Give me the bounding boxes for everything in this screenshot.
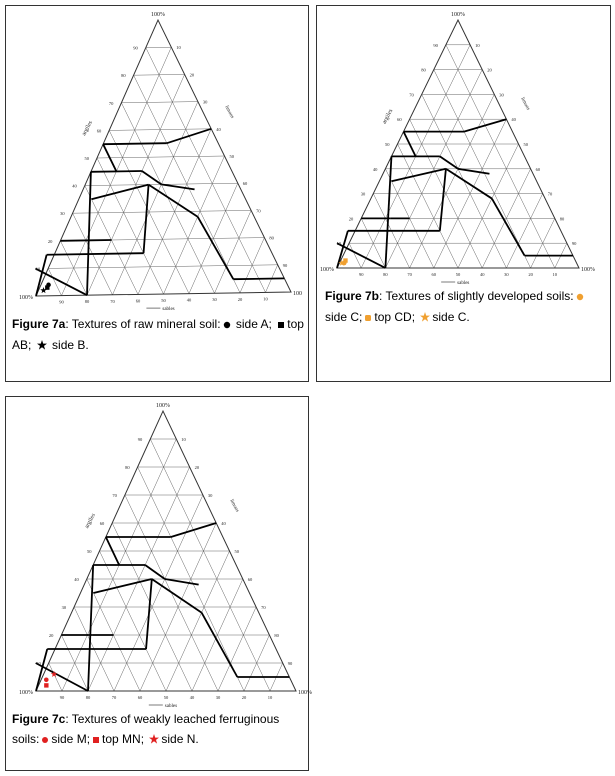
- texture-boundary-7: [165, 579, 199, 585]
- tick-label-left: 20: [348, 216, 354, 222]
- figure-7b-legend-square-icon: [364, 308, 372, 328]
- tick-label-bottom: 60: [135, 298, 141, 304]
- axis-label-limons: limons: [519, 96, 531, 112]
- tick-label-bottom: 90: [59, 695, 65, 700]
- tick-label-left: 80: [121, 73, 126, 79]
- tick-label-bottom: 10: [263, 296, 268, 302]
- grid-line-clay-30: [73, 210, 252, 213]
- tick-label-right: 80: [274, 633, 279, 638]
- left-corner-label: 100%: [19, 295, 33, 301]
- ternary-grid: [49, 439, 283, 691]
- texture-boundary-2: [440, 169, 446, 231]
- figure-7b-panel: [316, 5, 611, 382]
- tick-label-left: 10: [336, 241, 342, 247]
- tick-label-bottom: 20: [528, 272, 533, 277]
- texture-boundary-2: [144, 185, 149, 254]
- tick-label-bottom: 50: [161, 298, 166, 303]
- grid-line-sand-10: [150, 439, 270, 691]
- tick-label-left: 30: [61, 605, 67, 610]
- tick-label-right: 80: [559, 216, 565, 222]
- figure-7a-legend-square-icon: [277, 315, 285, 335]
- tick-label-right: 60: [242, 181, 248, 187]
- axis-label-sables: sables: [164, 704, 178, 709]
- tick-label-bottom: 30: [215, 695, 221, 700]
- tick-label-bottom: 90: [59, 299, 64, 305]
- texture-boundary-3: [391, 169, 445, 181]
- grid-line-silt-60: [189, 183, 238, 293]
- figure-7b-legend-circle-icon: [576, 287, 584, 307]
- axis-label-sables: sables: [162, 307, 175, 313]
- grid-line-silt-70: [218, 607, 256, 691]
- apex-label: 100%: [151, 12, 165, 18]
- tick-label-left: 10: [36, 661, 41, 666]
- texture-boundary-7: [161, 184, 194, 189]
- right-corner-label: 100%: [581, 267, 595, 273]
- tick-label-bottom: 90: [358, 272, 364, 277]
- tick-label-bottom: 80: [85, 695, 91, 700]
- texture-boundary-3: [93, 579, 151, 593]
- tick-label-right: 90: [287, 661, 293, 666]
- tick-label-left: 30: [60, 211, 65, 217]
- apex-label: 100%: [156, 403, 170, 409]
- figure-7a-legend-top-ab: top AB;: [12, 317, 304, 352]
- left-corner-label: 100%: [19, 690, 33, 696]
- tick-label-left: 60: [397, 117, 402, 123]
- tick-label-left: 40: [74, 577, 79, 582]
- tick-label-right: 80: [269, 235, 274, 241]
- tick-label-right: 60: [535, 166, 541, 172]
- tick-label-bottom: 70: [111, 695, 117, 700]
- texture-boundary-9: [492, 199, 525, 256]
- tick-label-right: 70: [547, 191, 553, 197]
- tick-label-left: 50: [385, 142, 390, 147]
- figure-7a-legend-side-a: side A;: [232, 317, 276, 331]
- tick-label-right: 50: [523, 142, 528, 147]
- texture-boundary-5: [440, 156, 458, 168]
- texture-boundary-11: [47, 253, 144, 255]
- axis-label-argiles: argiles: [381, 108, 395, 126]
- tick-label-left: 10: [35, 266, 41, 272]
- right-corner-label: 100%: [298, 690, 312, 696]
- tick-label-left: 70: [112, 493, 117, 498]
- texture-boundary-16: [36, 663, 88, 691]
- tick-label-right: 30: [207, 493, 213, 498]
- figure-7c-caption-text: : Textures of weakly leached ferruginous soils:: [12, 712, 280, 746]
- texture-boundary-5: [142, 171, 161, 184]
- tick-label-bottom: 30: [504, 272, 509, 277]
- texture-boundary-0: [385, 156, 391, 268]
- left-corner-label: 100%: [320, 267, 334, 273]
- texture-boundary-0: [87, 172, 91, 295]
- figure-7b-legend-side-c: side C;: [325, 309, 363, 324]
- figure-7a-caption-text: : Textures of raw mineral soil:: [65, 317, 221, 331]
- tick-label-left: 60: [96, 128, 102, 134]
- tick-label-bottom: 70: [407, 272, 412, 277]
- tick-label-left: 80: [421, 67, 426, 73]
- figure-7b-caption-label: Figure 7b: [325, 289, 380, 303]
- axis-label-sables: sables: [457, 281, 470, 286]
- tick-label-bottom: 80: [84, 299, 90, 305]
- tick-label-left: 70: [108, 100, 114, 106]
- ternary-grid: [349, 42, 567, 268]
- figure-7c-legend-circle-icon: [41, 730, 49, 750]
- texture-boundary-2: [146, 579, 152, 649]
- figure-7a-legend-star-icon: [37, 336, 47, 356]
- texture-boundary-5: [145, 565, 165, 579]
- tick-label-bottom: 40: [186, 297, 192, 303]
- tick-label-right: 30: [499, 92, 504, 98]
- grid-line-sand-10: [446, 42, 555, 268]
- tick-label-right: 10: [181, 437, 186, 442]
- tick-label-right: 60: [247, 577, 253, 582]
- axis-label-argiles: argiles: [84, 512, 97, 530]
- tick-label-bottom: 20: [237, 296, 243, 302]
- grid-line-silt-30: [113, 102, 198, 295]
- texture-boundary-14: [103, 143, 167, 144]
- tick-label-right: 70: [261, 605, 266, 610]
- grid-line-silt-30: [410, 94, 495, 268]
- grid-line-silt-50: [458, 144, 519, 268]
- tick-label-right: 70: [256, 208, 261, 214]
- ternary-grid: [48, 47, 278, 295]
- tick-label-left: 90: [133, 45, 138, 51]
- texture-boundary-15: [167, 129, 211, 143]
- tick-label-left: 90: [137, 437, 143, 442]
- grid-line-clay-50: [97, 156, 225, 158]
- figure-7b-legend-side-c-2: side C.: [432, 309, 470, 324]
- tick-label-bottom: 20: [241, 695, 247, 700]
- tick-label-right: 90: [282, 262, 288, 268]
- tick-label-bottom: 60: [137, 695, 143, 700]
- data-point-circle: [44, 678, 49, 683]
- tick-label-bottom: 50: [455, 272, 461, 277]
- grid-line-silt-70: [506, 194, 542, 268]
- tick-label-left: 40: [372, 166, 378, 172]
- tick-label-left: 20: [48, 633, 54, 638]
- tick-label-right: 50: [229, 154, 234, 159]
- tick-label-bottom: 60: [431, 272, 437, 277]
- tick-label-right: 40: [511, 117, 516, 123]
- figure-7b-legend-top-cd: top CD;: [374, 309, 419, 324]
- figure-7a-panel: [5, 5, 309, 382]
- apex-label: 100%: [451, 12, 465, 18]
- grid-line-clay-70: [121, 102, 197, 103]
- tick-label-right: 40: [216, 126, 221, 132]
- texture-boundary-10: [233, 278, 284, 279]
- figure-7c-panel: [5, 396, 312, 771]
- grid-line-silt-50: [166, 551, 230, 691]
- figure-7c-legend-square-icon: [92, 730, 100, 750]
- tick-label-bottom: 10: [267, 695, 273, 700]
- tick-label-right: 90: [571, 241, 577, 247]
- figure-7b-legend-star-icon: [420, 308, 430, 328]
- figure-7a-legend-circle-icon: [223, 315, 231, 335]
- tick-label-bottom: 70: [110, 298, 115, 304]
- grid-line-clay-10: [48, 265, 278, 269]
- tick-label-left: 50: [84, 156, 89, 161]
- data-point-square: [45, 285, 49, 289]
- tick-label-right: 10: [475, 42, 480, 48]
- figure-7c-legend-top-mn: top MN;: [102, 732, 148, 746]
- figure-7a-caption-label: Figure 7a: [12, 317, 66, 331]
- tick-label-bottom: 10: [552, 272, 558, 277]
- tick-label-left: 60: [99, 521, 105, 526]
- figure-7b-ternary-chart: [317, 6, 612, 286]
- figure-7a-legend-side-b: side B.: [48, 337, 89, 352]
- axis-label-limons: limons: [228, 498, 240, 514]
- axis-label-limons: limons: [223, 105, 235, 120]
- tick-label-right: 10: [176, 45, 181, 51]
- axis-label-argiles: argiles: [81, 120, 94, 137]
- tick-label-right: 20: [189, 72, 195, 78]
- tick-label-left: 20: [47, 238, 53, 244]
- figure-7b-caption-text: : Textures of slightly developed soils:: [379, 289, 574, 303]
- figure-7c-legend-side-m: side M;: [51, 732, 91, 746]
- figure-7a-caption: [12, 314, 304, 356]
- grid-line-silt-30: [114, 495, 203, 691]
- tick-label-left: 40: [72, 183, 77, 189]
- figure-7c-caption: [12, 709, 304, 750]
- texture-boundary-15: [464, 119, 506, 131]
- tick-label-bottom: 40: [479, 272, 485, 277]
- grid-line-silt-50: [164, 156, 225, 294]
- right-corner-label: 100: [293, 291, 302, 297]
- texture-boundary-3: [91, 185, 148, 200]
- figure-7c-legend-side-n: side N.: [161, 732, 199, 746]
- tick-label-bottom: 40: [189, 695, 195, 700]
- figure-7c-caption-label: Figure 7c: [12, 712, 66, 726]
- texture-boundary-0: [88, 565, 93, 691]
- tick-label-left: 90: [433, 42, 438, 48]
- texture-boundary-7: [458, 169, 489, 174]
- figure-7c-legend-star-icon: [149, 730, 159, 750]
- tick-label-left: 30: [360, 191, 366, 197]
- tick-label-right: 20: [194, 465, 200, 470]
- tick-label-right: 40: [221, 521, 226, 526]
- tick-label-left: 50: [87, 549, 92, 554]
- tick-label-bottom: 80: [383, 272, 388, 277]
- texture-boundary-15: [171, 523, 216, 537]
- figure-7a-ternary-chart: [6, 6, 310, 316]
- figure-7c-ternary-chart: [6, 397, 310, 707]
- figure-7b-caption: [325, 286, 607, 328]
- tick-label-left: 70: [409, 92, 414, 98]
- tick-label-bottom: 50: [163, 695, 169, 700]
- tick-label-right: 30: [202, 99, 208, 105]
- tick-label-right: 50: [234, 549, 239, 554]
- tick-label-right: 20: [487, 67, 492, 73]
- tick-label-left: 80: [125, 465, 130, 470]
- data-point-square: [44, 683, 48, 687]
- tick-label-bottom: 30: [212, 297, 217, 303]
